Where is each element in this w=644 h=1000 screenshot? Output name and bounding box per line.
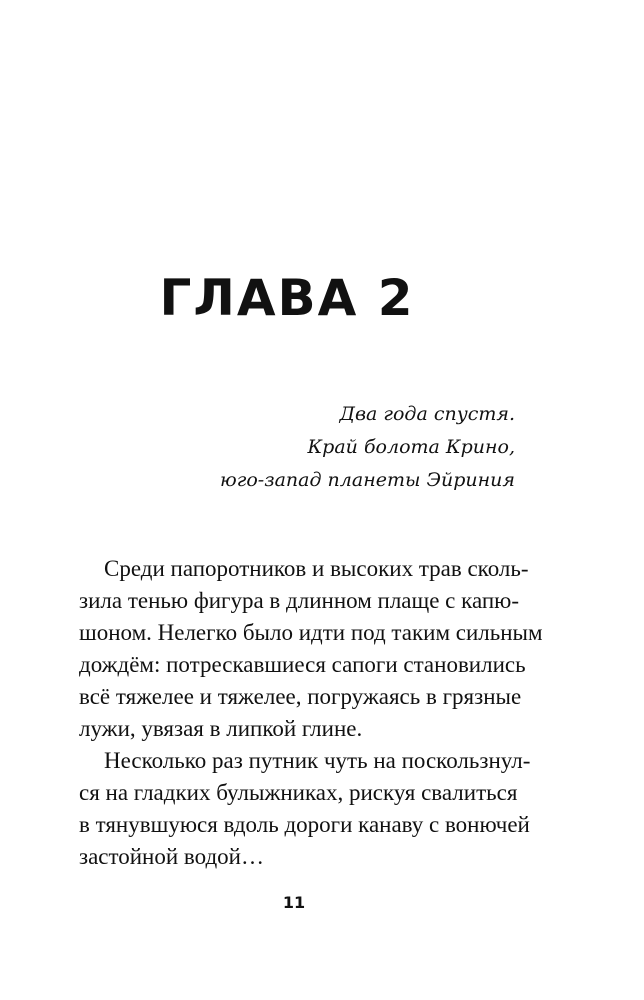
text-line: дождём: потрескавшиеся сапоги становились <box>79 652 526 677</box>
text-line: застойной водой… <box>79 844 264 869</box>
text-line: Среди папоротников и высоких трав сколь- <box>104 556 529 581</box>
text-line: Несколько раз путник чуть на поскользнул- <box>104 748 531 773</box>
text-line: шоном. Нелегко было идти под таким сильным <box>79 620 543 645</box>
text-line: в тянувшуюся вдоль дороги канаву с вонючей <box>79 812 530 837</box>
chapter-title: ГЛАВА 2 <box>159 269 415 327</box>
page-number: 11 <box>282 893 306 912</box>
epigraph-line: Край болота Крино, <box>307 436 515 458</box>
text-line: зила тенью фигура в длинном плаще с капю- <box>79 588 520 613</box>
text-line: лужи, увязая в липкой глине. <box>79 716 363 741</box>
epigraph <box>220 398 515 497</box>
text-line: ся на гладких булыжниках, рискуя свалиться <box>79 780 518 805</box>
epigraph-line: Два года спустя. <box>339 403 515 425</box>
epigraph-line: юго-запад планеты Эйриния <box>220 469 515 491</box>
text-line: всё тяжелее и тяжелее, погружаясь в грязные <box>79 684 522 709</box>
